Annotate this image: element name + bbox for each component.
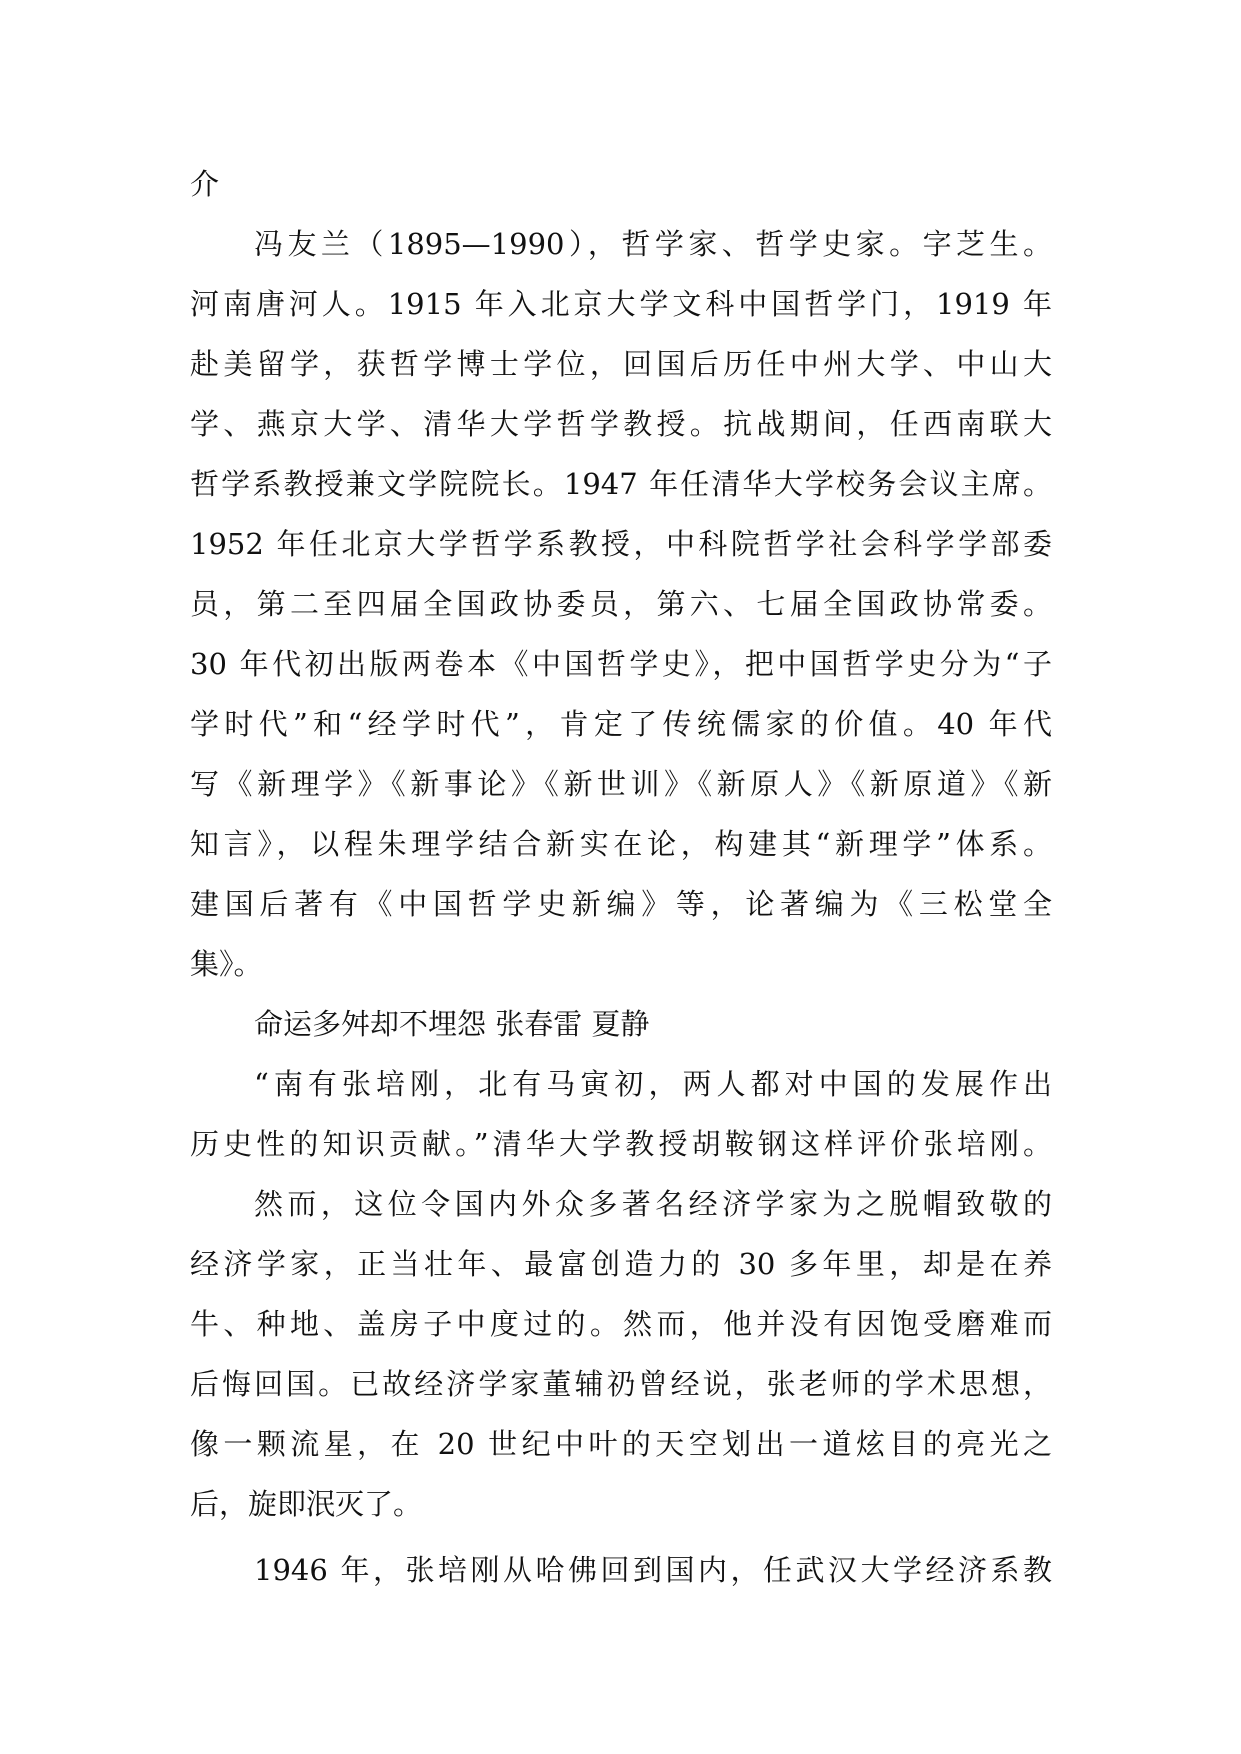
paragraph-line: 经济学家，正当壮年、最富创造力的 30 多年里，却是在养 xyxy=(190,1247,1052,1281)
paragraph-line: “南有张培刚，北有马寅初，两人都对中国的发展作出 xyxy=(254,1067,1052,1101)
paragraph-line: 冯友兰（1895—1990），哲学家、哲学史家。字芝生。 xyxy=(254,227,1052,261)
paragraph-line: 然而，这位令国内外众多著名经济学家为之脱帽致敬的 xyxy=(254,1187,1052,1221)
document-page xyxy=(190,154,1052,1600)
paragraph-line: 学时代”和“经学时代”，肯定了传统儒家的价值。40 年代 xyxy=(190,707,1052,741)
paragraph-line: 1952 年任北京大学哲学系教授，中科院哲学社会科学学部委 xyxy=(190,527,1052,561)
final-paragraph xyxy=(190,1540,1052,1600)
paragraph-line: 牛、种地、盖房子中度过的。然而，他并没有因饱受磨难而 xyxy=(190,1307,1052,1341)
paragraph-line: 1946 年，张培刚从哈佛回到国内，任武汉大学经济系教 xyxy=(254,1553,1052,1587)
paragraph-line: 河南唐河人。1915 年入北京大学文科中国哲学门，1919 年 xyxy=(190,287,1052,321)
quote-paragraph xyxy=(190,1054,1052,1174)
paragraph-line: 知言》，以程朱理学结合新实在论，构建其“新理学”体系。 xyxy=(190,827,1052,861)
paragraph-line: 后，旋即泯灭了。 xyxy=(190,1487,423,1521)
bio-paragraph xyxy=(190,214,1052,994)
article-heading: 命运多舛却不埋怨 张春雷 夏静 xyxy=(254,1007,650,1041)
paragraph-line: 集》。 xyxy=(190,947,263,981)
paragraph-line: 学、燕京大学、清华大学哲学教授。抗战期间，任西南联大 xyxy=(190,407,1052,441)
paragraph-line: 员，第二至四届全国政协委员，第六、七届全国政协常委。 xyxy=(190,587,1052,621)
paragraph-line: 写《新理学》《新事论》《新世训》《新原人》《新原道》《新 xyxy=(190,767,1052,801)
paragraph-line: 后悔回国。已故经济学家董辅礽曾经说，张老师的学术思想， xyxy=(190,1367,1052,1401)
paragraph-line: 建国后著有《中国哲学史新编》等，论著编为《三松堂全 xyxy=(190,887,1052,921)
paragraph-line: 赴美留学，获哲学博士学位，回国后历任中州大学、中山大 xyxy=(190,347,1052,381)
paragraph-line: 30 年代初出版两卷本《中国哲学史》，把中国哲学史分为“子 xyxy=(190,647,1052,681)
body-paragraph xyxy=(190,1174,1052,1534)
paragraph-line: 历史性的知识贡献。”清华大学教授胡鞍钢这样评价张培刚。 xyxy=(190,1127,1052,1161)
paragraph-line: 哲学系教授兼文学院院长。1947 年任清华大学校务会议主席。 xyxy=(190,467,1052,501)
continuation-line: 介 xyxy=(190,167,220,201)
paragraph-line: 像一颗流星，在 20 世纪中叶的天空划出一道炫目的亮光之 xyxy=(190,1427,1052,1461)
